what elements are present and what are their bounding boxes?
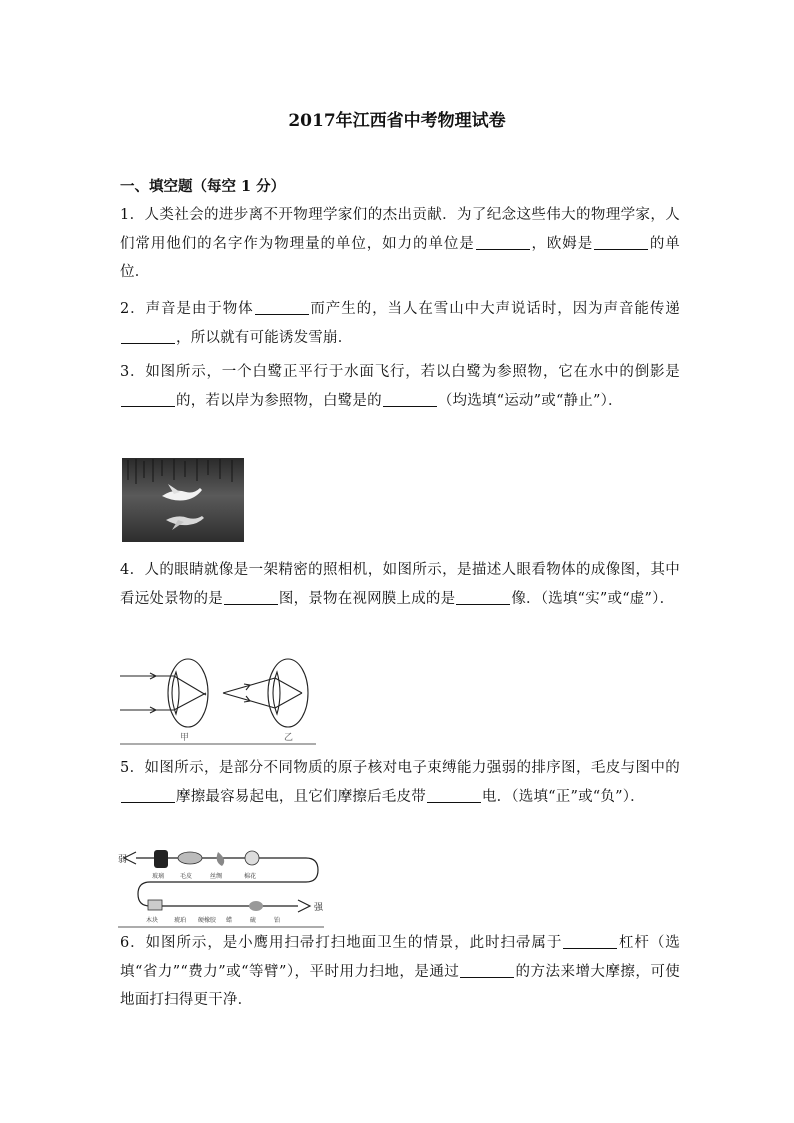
- question-5-text-a: 5．如图所示，是部分不同物质的原子核对电子束缚能力强弱的排序图，毛皮与图中的: [120, 760, 680, 776]
- question-5-text-b: 摩擦最容易起电，且它们摩擦后毛皮带: [176, 788, 426, 805]
- electron-scale-diagram: [118, 848, 324, 928]
- question-4-text-b: 图，景物在视网膜上成的是: [278, 590, 456, 607]
- answer-blank[interactable]: [456, 590, 510, 605]
- scale-end-weak: 弱: [118, 855, 128, 865]
- scale-label-top: 丝绸: [210, 873, 223, 880]
- scale-label-top: 棉花: [244, 873, 257, 880]
- question-3: [120, 358, 680, 415]
- scale-label-bottom: 琥珀: [174, 917, 187, 924]
- answer-blank[interactable]: [255, 300, 309, 315]
- eye-label-right: 乙: [284, 733, 294, 743]
- answer-blank[interactable]: [476, 235, 530, 250]
- scale-label-bottom: 蜡: [226, 917, 233, 924]
- question-1-text-a: 1．人类社会的进步离不开物理学家们的杰出贡献．为了纪念这些伟大的物理学家，人们常用他们的名字作为物理量的单位，如力的单位是: [120, 207, 680, 252]
- question-1: [120, 201, 680, 287]
- section-heading: 一、填空题（每空 1 分）: [120, 178, 286, 195]
- question-2: [120, 295, 680, 352]
- question-3-text-a: 3．如图所示，一个白鹭正平行于水面飞行，若以白鹭为参照物，它在水中的倒影是: [120, 364, 680, 380]
- scale-end-strong: 强: [314, 903, 324, 913]
- eye-label-left: 甲: [180, 733, 190, 743]
- cotton-icon: [245, 851, 259, 865]
- scale-label-top: 玻璃: [152, 873, 165, 880]
- answer-blank[interactable]: [460, 963, 514, 978]
- egret-photo: [122, 458, 244, 542]
- answer-blank[interactable]: [594, 235, 648, 250]
- answer-blank[interactable]: [121, 788, 175, 803]
- question-4-text-a: 4．人的眼睛就像是一架精密的照相机，如图所示，是描述人眼看物体的成像图，其中看远处景物的是: [120, 562, 680, 607]
- question-2-text-b: 而产生的，当人在雪山中大声说话时，因为声音能传递: [309, 301, 680, 317]
- answer-blank[interactable]: [121, 329, 175, 344]
- question-5: [120, 754, 680, 811]
- question-4: [120, 556, 680, 613]
- sulfur-icon: [249, 901, 263, 911]
- question-2-text-c: ，所以就有可能诱发雪崩．: [176, 329, 353, 346]
- eye-diagram: [120, 648, 316, 746]
- scale-label-bottom: 硬橡胶: [198, 917, 217, 924]
- glass-icon: [154, 850, 168, 868]
- scale-label-bottom: 木块: [146, 917, 159, 924]
- wood-icon: [148, 900, 162, 910]
- fur-icon: [178, 852, 202, 864]
- question-6: [120, 929, 680, 1015]
- scale-label-bottom: 铂: [274, 917, 281, 924]
- answer-blank[interactable]: [427, 788, 481, 803]
- question-6-text-b: 杠杆（选填“省力”“费力”或“等臂”），平时用力扫地，是通过: [120, 935, 680, 980]
- answer-blank[interactable]: [224, 590, 278, 605]
- answer-blank[interactable]: [563, 934, 617, 949]
- silk-icon: [217, 852, 225, 866]
- scale-label-top: 毛皮: [180, 873, 193, 880]
- question-2-text-a: 2．声音是由于物体: [120, 301, 254, 317]
- question-1-text-b: ，欧姆是: [530, 235, 594, 252]
- answer-blank[interactable]: [383, 392, 437, 407]
- answer-blank[interactable]: [121, 392, 175, 407]
- question-6-text-a: 6．如图所示，是小鹰用扫帚打扫地面卫生的情景，此时扫帚属于: [120, 935, 563, 951]
- question-1-text-c: 的单位．: [120, 235, 680, 280]
- question-3-text-b: 的，若以岸为参照物，白鹭是的: [176, 392, 382, 409]
- page-title: 2017年江西省中考物理试卷: [288, 111, 506, 131]
- scale-label-bottom: 硫: [250, 917, 257, 924]
- question-3-text-c: （均选填“运动”或“静止”）．: [437, 392, 623, 409]
- question-4-text-c: 像．（选填“实”或“虚”）．: [511, 590, 675, 607]
- question-5-text-c: 电．（选填“正”或“负”）．: [481, 788, 645, 805]
- question-6-text-c: 的方法来增大摩擦，可使地面打扫得更干净．: [120, 963, 680, 1008]
